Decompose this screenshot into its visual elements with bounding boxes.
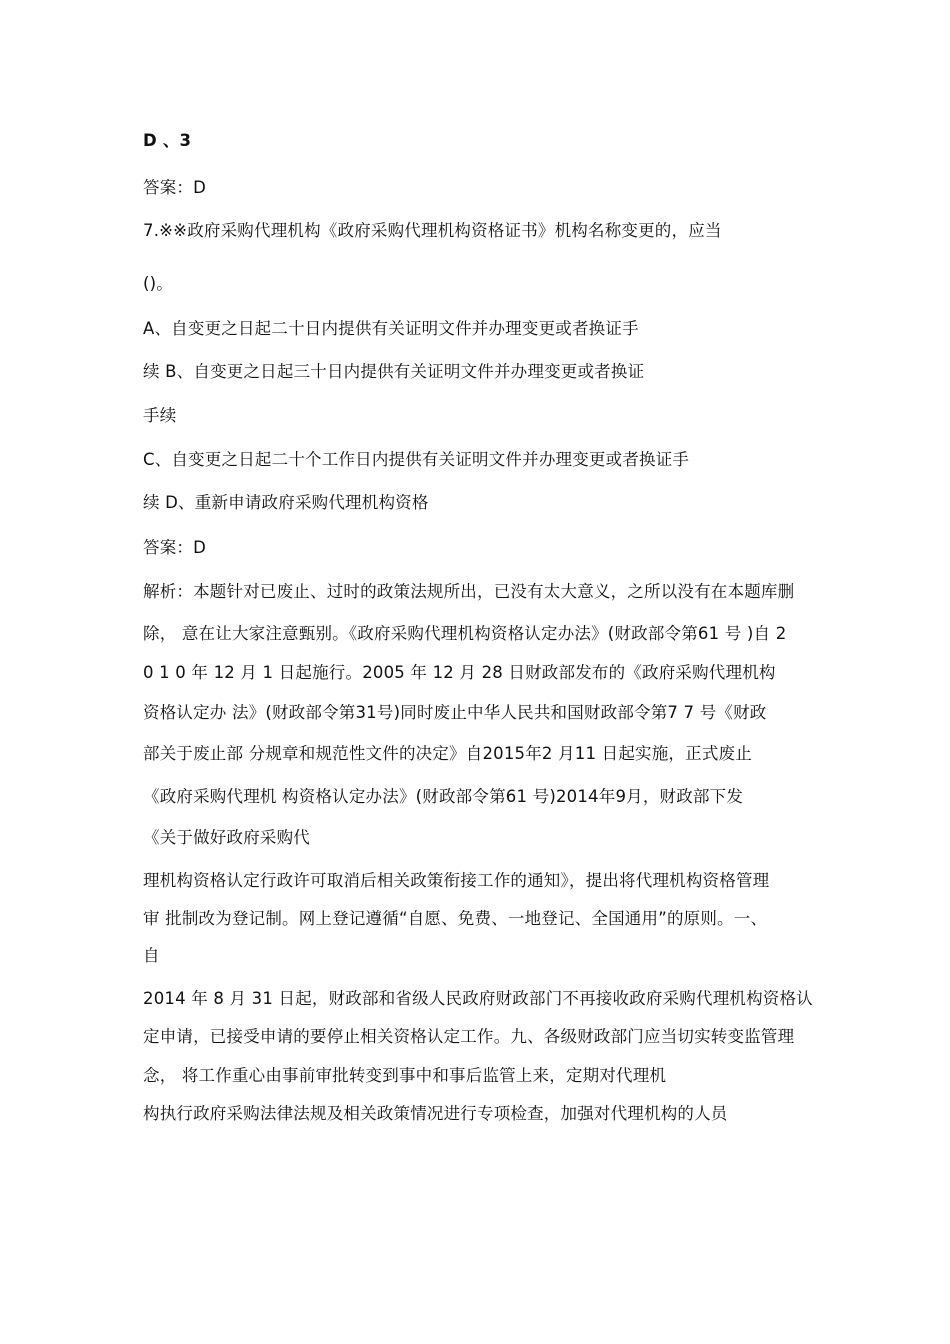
analysis-line: 《政府采购代理机 构资格认定办法》(财政部令第61 号)2014年9月，财政部下发 (143, 787, 744, 806)
question-7-blank: ()。 (143, 274, 173, 293)
analysis-line: 资格认定办 法》(财政部令第31号)同时废止中华人民共和国财政部令第7 7 号《财政 (143, 703, 767, 722)
analysis-line: 理机构资格认定行政许可取消后相关政策衔接工作的通知》，提出将代理机构资格管理 (143, 871, 770, 890)
analysis-line: 部关于废止部 分规章和规范性文件的决定》自2015年2 月11 日起实施，正式废止 (143, 744, 752, 763)
analysis-line: 审 批制改为登记制。网上登记遵循“自愿、免费、一地登记、全国通用”的原则。一、 (143, 909, 768, 928)
question-7-option-b: 续 B、自变更之日起三十日内提供有关证明文件并办理变更或者换证 (143, 362, 645, 381)
analysis-line: 0 1 0 年 12 月 1 日起施行。2005 年 12 月 28 日财政部发布的《政府采购代理机构 (143, 663, 776, 682)
question-7-option-c: C、自变更之日起二十个工作日内提供有关证明文件并办理变更或者换证手 (143, 450, 690, 469)
analysis-line: 解析：本题针对已废止、过时的政策法规所出，已没有太大意义，之所以没有在本题库删 (143, 582, 795, 601)
analysis-line: 《关于做好政府采购代 (143, 828, 310, 847)
answer-question-6: 答案：D (143, 178, 207, 197)
option-d-previous: D 、3 (143, 131, 192, 150)
analysis-line: 自 (143, 946, 160, 965)
analysis-line: 念， 将工作重心由事前审批转变到事中和事后监管上来，定期对代理机 (143, 1066, 667, 1085)
analysis-line: 除， 意在让大家注意甄别。《政府采购代理机构资格认定办法》(财政部令第61 号 )自 2 (143, 624, 787, 643)
answer-question-7: 答案：D (143, 538, 207, 557)
question-7-option-a: A、自变更之日起二十日内提供有关证明文件并办理变更或者换证手 (143, 319, 639, 338)
question-7-stem: 7.※※政府采购代理机构《政府采购代理机构资格证书》机构名称变更的，应当 (143, 221, 722, 240)
analysis-line: 构执行政府采购法律法规及相关政策情况进行专项检查，加强对代理机构的人员 (143, 1104, 728, 1123)
analysis-line: 2014 年 8 月 31 日起，财政部和省级人民政府财政部门不再接收政府采购代理机构资格认 (143, 989, 813, 1008)
question-7-option-d: 续 D、重新申请政府采购代理机构资格 (143, 493, 429, 512)
question-7-option-b-continued: 手续 (143, 406, 177, 425)
analysis-line: 定申请，已接受申请的要停止相关资格认定工作。九、各级财政部门应当切实转变监管理 (143, 1027, 795, 1046)
